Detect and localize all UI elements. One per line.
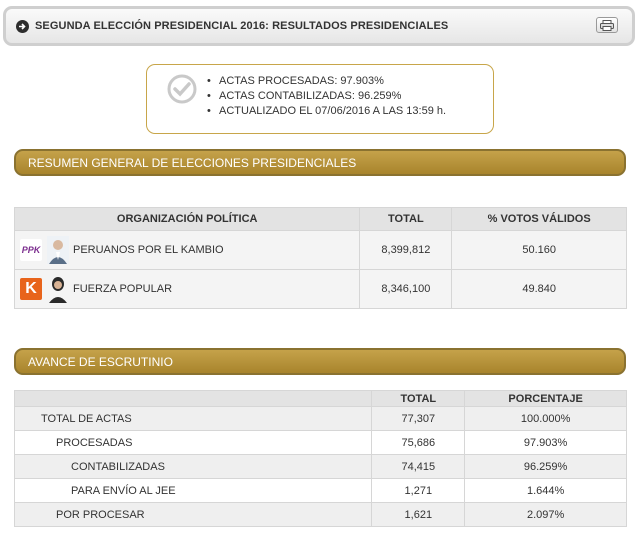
col-header-organizacion: ORGANIZACIÓN POLÍTICA xyxy=(15,208,360,231)
row-total: 75,686 xyxy=(372,431,465,455)
row-pct: 1.644% xyxy=(465,479,627,503)
row-label: TOTAL DE ACTAS xyxy=(15,407,372,431)
party-pct: 49.840 xyxy=(452,270,627,309)
row-label: POR PROCESAR xyxy=(15,503,372,527)
page-title: SEGUNDA ELECCIÓN PRESIDENCIAL 2016: RESULTADOS PRESIDENCIALES xyxy=(35,20,449,32)
col-header-votos: % VOTOS VÁLIDOS xyxy=(452,208,627,231)
row-total: 1,271 xyxy=(372,479,465,503)
table-row xyxy=(15,270,627,309)
table-header-row xyxy=(15,391,627,407)
candidate-photo-icon xyxy=(47,275,69,303)
print-button[interactable] xyxy=(596,17,618,33)
check-circle-icon xyxy=(167,74,197,104)
status-box xyxy=(146,64,494,134)
row-pct: 97.903% xyxy=(465,431,627,455)
row-total: 74,415 xyxy=(372,455,465,479)
section-resumen-header xyxy=(14,149,626,176)
row-total: 77,307 xyxy=(372,407,465,431)
title-bar xyxy=(3,6,635,46)
table-row xyxy=(15,407,627,431)
col-header-total: TOTAL xyxy=(372,391,465,407)
col-header-blank xyxy=(15,391,372,407)
section-avance-title: AVANCE DE ESCRUTINIO xyxy=(28,354,173,369)
party-cell xyxy=(15,231,360,270)
table-row xyxy=(15,231,627,270)
party-name: FUERZA POPULAR xyxy=(73,283,173,295)
status-list xyxy=(207,74,446,119)
row-label: CONTABILIZADAS xyxy=(15,455,372,479)
row-pct: 100.000% xyxy=(465,407,627,431)
table-row xyxy=(15,455,627,479)
resumen-table xyxy=(14,207,627,309)
col-header-total: TOTAL xyxy=(360,208,452,231)
party-total: 8,346,100 xyxy=(360,270,452,309)
avance-table xyxy=(14,390,627,527)
section-resumen-title: RESUMEN GENERAL DE ELECCIONES PRESIDENCIALES xyxy=(28,155,357,170)
row-pct: 2.097% xyxy=(465,503,627,527)
table-header-row xyxy=(15,208,627,231)
table-row xyxy=(15,479,627,503)
status-actas-procesadas: • ACTAS PROCESADAS: 97.903% xyxy=(207,74,446,89)
party-name: PERUANOS POR EL KAMBIO xyxy=(73,244,224,256)
row-label: PROCESADAS xyxy=(15,431,372,455)
candidate-photo-icon xyxy=(47,236,69,264)
party-cell xyxy=(15,270,360,309)
table-row xyxy=(15,431,627,455)
col-header-porcentaje: PORCENTAJE xyxy=(465,391,627,407)
row-pct: 96.259% xyxy=(465,455,627,479)
arrow-right-icon[interactable] xyxy=(16,20,29,33)
status-actas-contabilizadas: • ACTAS CONTABILIZADAS: 96.259% xyxy=(207,89,446,104)
fuerza-popular-logo: K xyxy=(20,278,42,300)
print-icon xyxy=(600,20,614,31)
party-total: 8,399,812 xyxy=(360,231,452,270)
status-actualizado: • ACTUALIZADO EL 07/06/2016 A LAS 13:59 h. xyxy=(207,104,446,119)
party-pct: 50.160 xyxy=(452,231,627,270)
row-total: 1,621 xyxy=(372,503,465,527)
section-avance-header xyxy=(14,348,626,375)
row-label: PARA ENVÍO AL JEE xyxy=(15,479,372,503)
ppk-logo: PPK xyxy=(20,239,42,261)
table-row xyxy=(15,503,627,527)
